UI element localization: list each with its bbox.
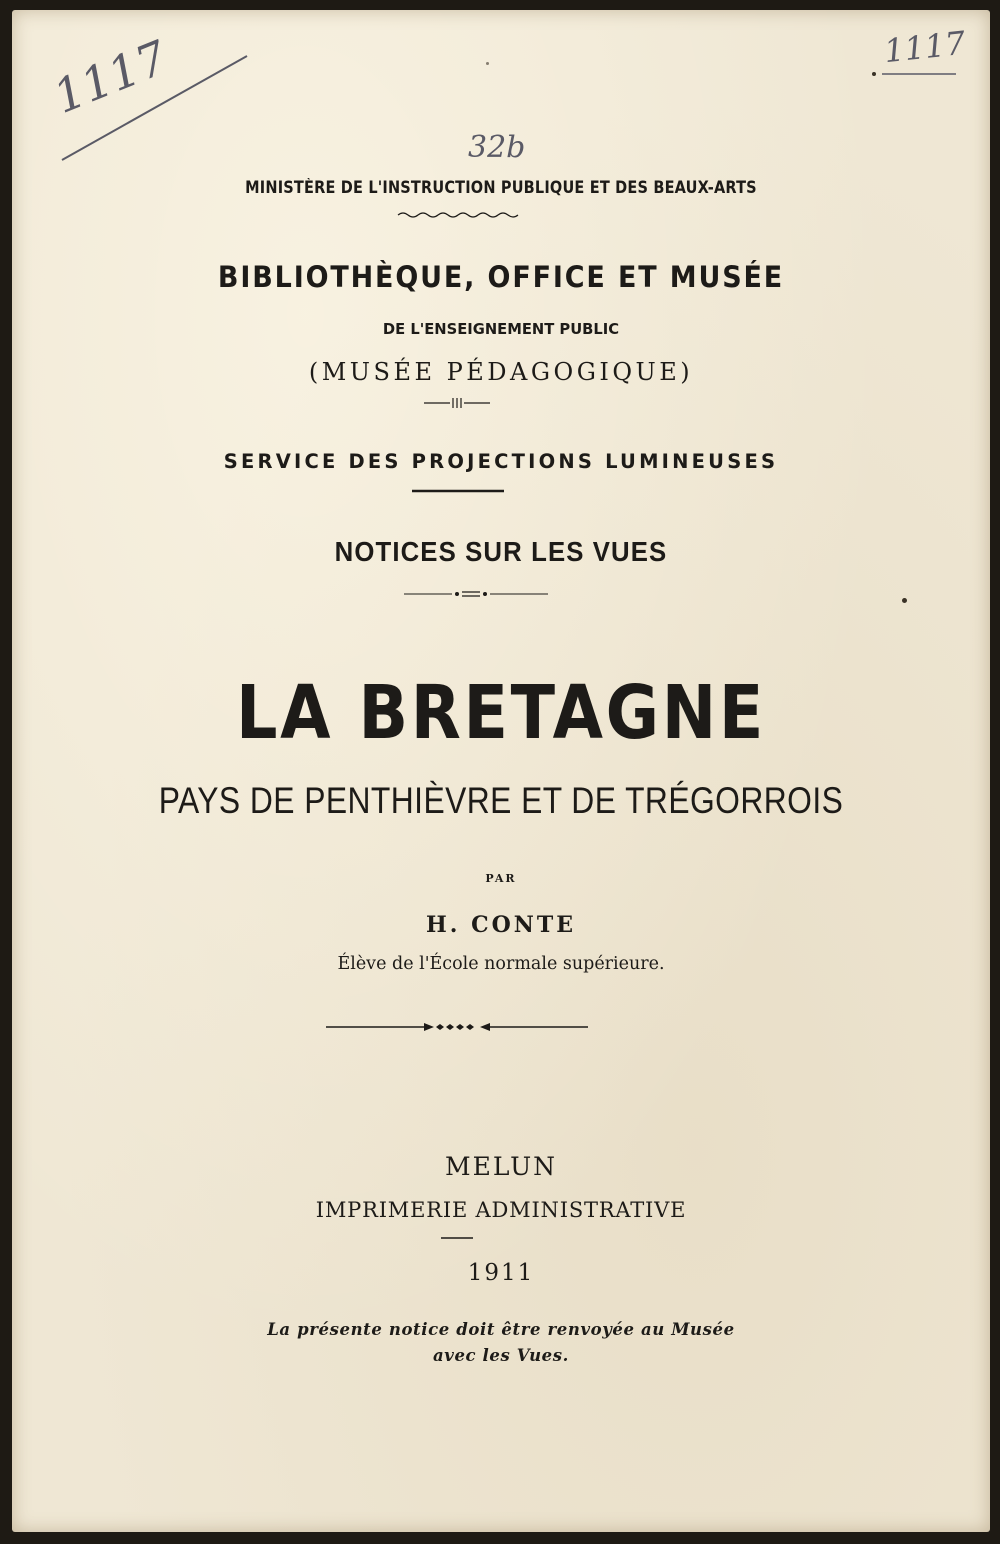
page-title: LA BRETAGNE [235,670,767,756]
enseignement-heading: DE L'ENSEIGNEMENT PUBLIC [382,320,620,338]
imprint-year: 1911 [467,1260,535,1286]
ornament-divider-lozenges [324,1020,590,1034]
handwritten-number-top-left: 1117 [46,30,175,124]
return-note-line-1: La présente notice doit être renvoyée au Musée [267,1320,735,1339]
ministry-heading: MINISTÈRE DE L'INSTRUCTION PUBLIQUE ET DES BEAUX-ARTS [245,178,757,197]
pencil-underline [880,70,960,78]
ornament-divider-dots [402,588,552,600]
imprint-city: MELUN [444,1152,558,1181]
pencil-stroke [57,50,257,170]
musee-pedagogique-heading: (MUSÉE PÉDAGOGIQUE) [308,358,694,386]
service-heading: SERVICE DES PROJECTIONS LUMINEUSES [223,450,779,473]
author-description: Élève de l'École normale supérieure. [337,954,665,974]
return-note-line-2: avec les Vues. [432,1346,570,1365]
paper-speck [872,72,876,76]
handwritten-number-top-right: 1117 [882,23,968,71]
author-name: H. CONTE [425,912,577,938]
handwritten-shelf-mark: 32b [468,130,526,165]
by-label: PAR [485,872,517,885]
page-subtitle: PAYS DE PENTHIÈVRE ET DE TRÉGORROIS [158,780,844,821]
notices-heading: NOTICES SUR LES VUES [334,536,668,567]
rule-divider [410,488,506,494]
document-page [12,10,990,1532]
wavy-divider [396,210,522,220]
small-ornament-divider [422,396,492,410]
imprint-printer: IMPRIMERIE ADMINISTRATIVE [315,1198,687,1222]
institution-heading: BIBLIOTHÈQUE, OFFICE ET MUSÉE [217,260,785,294]
paper-speck [486,62,489,65]
paper-speck [902,598,907,603]
short-rule-divider [440,1236,474,1240]
